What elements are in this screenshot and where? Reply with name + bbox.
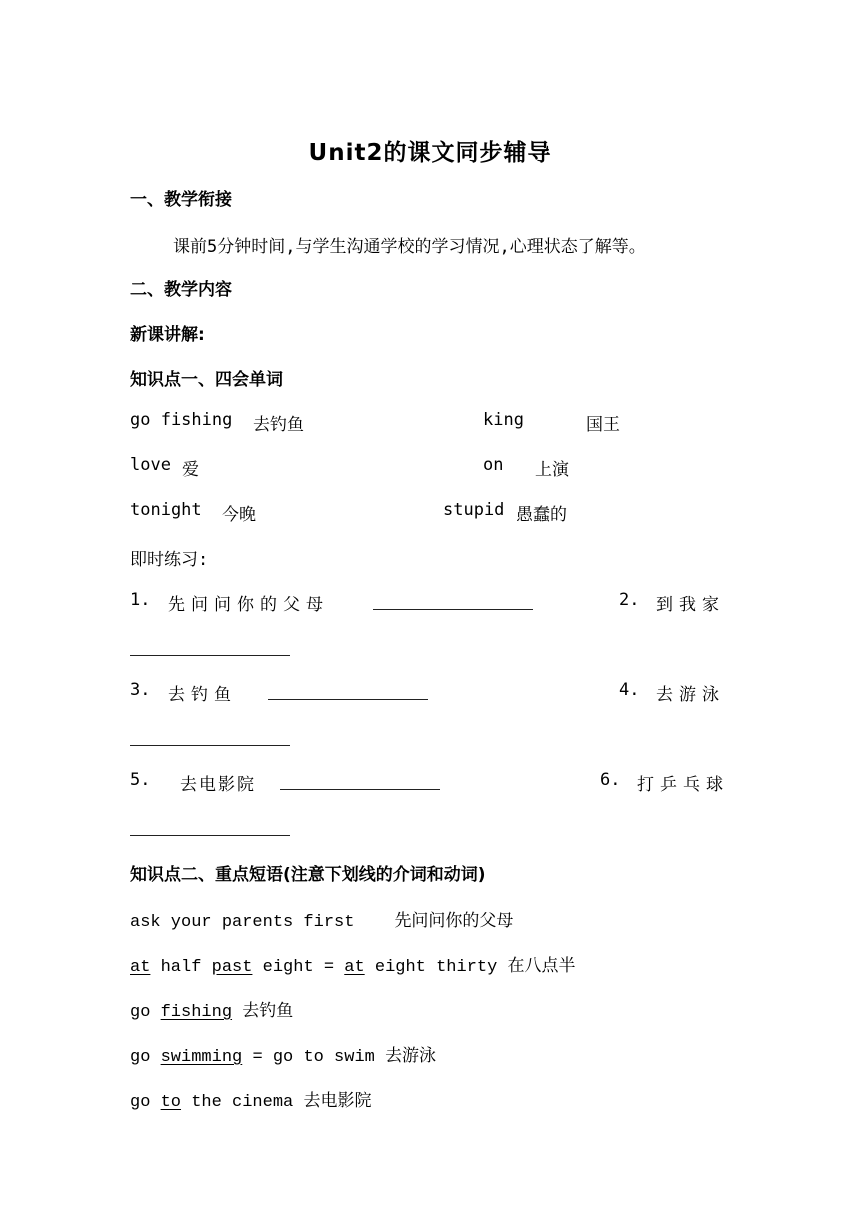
phrase-line (130, 1041, 436, 1067)
practice-text: 去钓鱼 (168, 685, 237, 705)
phrase-word: go (130, 1003, 151, 1022)
phrase-line (130, 996, 293, 1022)
practice-number: 5. (130, 770, 151, 790)
underlined-word: to (160, 1093, 182, 1112)
practice-number: 6. (600, 770, 621, 790)
practice-text: 到我家 (656, 595, 725, 615)
vocab-word: go fishing (130, 410, 233, 430)
underlined-word: fishing (160, 1003, 233, 1022)
vocab-word: king (483, 410, 524, 430)
phrase-line (130, 1086, 371, 1112)
practice-number: 1. (130, 590, 151, 610)
vocab-word: love (130, 455, 171, 475)
underlined-word: at (344, 958, 365, 977)
answer-blank[interactable] (373, 609, 533, 610)
vocab-meaning: 愚蠢的 (516, 505, 567, 525)
point1-heading: 知识点一、四会单词 (130, 370, 283, 390)
section1-heading: 一、教学衔接 (130, 190, 232, 210)
vocab-meaning: 国王 (586, 415, 620, 435)
phrase-word: go (130, 1048, 151, 1067)
underlined-word: swimming (160, 1048, 243, 1067)
answer-blank[interactable] (268, 699, 428, 700)
section2-heading: 二、教学内容 (130, 280, 232, 300)
vocab-meaning: 今晚 (222, 505, 256, 525)
vocab-word: on (483, 455, 504, 475)
phrase-line (130, 951, 576, 977)
phrase-word: = go to swim (252, 1048, 375, 1067)
phrase-cn: 在八点半 (507, 958, 576, 977)
practice-number: 3. (130, 680, 151, 700)
phrase-word: go (130, 1093, 151, 1112)
answer-blank[interactable] (280, 789, 440, 790)
phrase-cn: 先问问你的父母 (394, 913, 514, 932)
phrase-word: eight = (262, 958, 335, 977)
practice-text: 打乒乓球 (637, 775, 729, 795)
phrase-word: eight thirty (374, 958, 498, 977)
practice-text: 先问问你的父母 (168, 595, 329, 615)
phrase-cn: 去钓鱼 (242, 1003, 294, 1022)
phrase-cn: 去游泳 (385, 1048, 437, 1067)
practice-text: 去电影院 (180, 775, 256, 795)
new-lesson-label: 新课讲解: (130, 325, 205, 345)
phrase-word: the cinema (191, 1093, 294, 1112)
vocab-word: stupid (443, 500, 505, 520)
practice-heading: 即时练习: (130, 550, 209, 570)
vocab-meaning: 上演 (535, 460, 569, 480)
practice-text: 去游泳 (656, 685, 725, 705)
page-title: Unit2的课文同步辅导 (308, 140, 552, 166)
vocab-meaning: 爱 (182, 460, 199, 480)
phrase-word: half (160, 958, 202, 977)
phrase-line (130, 906, 513, 932)
phrase-cn: 去电影院 (303, 1093, 372, 1112)
answer-blank[interactable] (130, 655, 290, 656)
section1-body: 课前5分钟时间,与学生沟通学校的学习情况,心理状态了解等。 (173, 237, 646, 257)
underlined-word: at (130, 958, 151, 977)
practice-number: 4. (619, 680, 640, 700)
answer-blank[interactable] (130, 745, 290, 746)
phrase-en: ask your parents first (130, 913, 355, 932)
vocab-word: tonight (130, 500, 202, 520)
vocab-meaning: 去钓鱼 (253, 415, 304, 435)
point2-heading: 知识点二、重点短语(注意下划线的介词和动词) (130, 865, 486, 885)
practice-number: 2. (619, 590, 640, 610)
underlined-word: past (211, 958, 253, 977)
answer-blank[interactable] (130, 835, 290, 836)
